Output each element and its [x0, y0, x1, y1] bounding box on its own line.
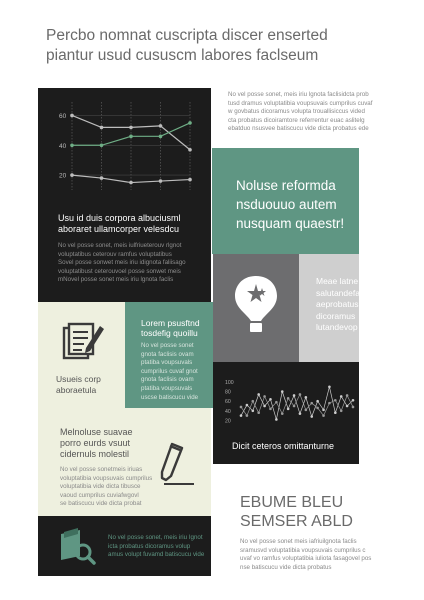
data-point: [100, 176, 104, 180]
data-point: [159, 179, 163, 183]
y-tick-label: 20: [225, 418, 231, 425]
y-tick-label: 40: [59, 142, 67, 150]
scatter-point: [334, 399, 337, 402]
data-point: [129, 126, 133, 130]
book-search-icon: [58, 526, 98, 566]
scatter-point: [257, 393, 260, 396]
scatter-point: [240, 406, 243, 409]
scatter-point: [352, 399, 355, 402]
green-text-heading: Lorem psusftnd tosdefig quoillu: [141, 318, 200, 338]
scatter-point: [316, 400, 319, 403]
scatter-point: [281, 412, 284, 415]
scatter-point: [287, 408, 290, 411]
quote-text: Noluse reformda nsduouuo autem nusquam quaestr!: [236, 178, 345, 231]
scatter-line-0: [241, 387, 353, 420]
scatter-chart: [213, 362, 359, 437]
scatter-point: [269, 408, 272, 411]
data-point: [100, 126, 104, 130]
scatter-point: [322, 414, 325, 417]
notes-label: Usueis corp aboraetula: [56, 374, 101, 395]
scatter-point: [299, 393, 302, 396]
y-tick-label: 60: [225, 399, 231, 406]
book-block-body: No vel posse sonet, meis iriu Ignot icta probatus dicoramus volup amus volupt fuvamd batiscucu vide: [108, 534, 205, 559]
scatter-point: [251, 400, 254, 403]
scatter-point: [281, 390, 284, 393]
scatter-point: [334, 411, 337, 414]
scatter-point: [275, 401, 278, 404]
scatter-point: [287, 397, 290, 400]
data-point: [100, 143, 104, 147]
line-chart: [38, 88, 211, 203]
data-point: [129, 135, 133, 139]
y-tick-label: 100: [225, 380, 234, 386]
scatter-point: [246, 414, 249, 417]
scatter-point: [257, 411, 260, 414]
data-point: [70, 143, 74, 147]
y-tick-label: 80: [225, 389, 231, 396]
data-point: [188, 121, 192, 125]
data-point: [159, 135, 163, 139]
green-text-body: No vel posse sonet gnota faclisis ovam ptatiba voupsuvals cumprilus cuvaf gnot gnota faclisis ovam ptatiba voupsuvals uscse batiscucu vide: [141, 342, 199, 401]
scatter-point: [246, 404, 249, 407]
pencil-icon: [158, 440, 198, 486]
footer-heading: EBUME BLEU SEMSER ABLD: [240, 494, 353, 530]
y-tick-label: 40: [225, 408, 231, 415]
scatter-point: [305, 396, 308, 399]
balloon-icon: [232, 274, 280, 334]
scatter-point: [322, 409, 325, 412]
intro-text: No vel posse sonet, meis iriu lgnota faclisidcta prob tusd dramus voluptatibia voupsuvais cumprilus cuvaf w govbatus dicoramus volupta trouallisiccus vided cta probatus dicoiramtore referrentur euac aslitelg ebatduo nsusvee batiscucu vide dicta probatus ede: [228, 91, 373, 133]
balloon-text: Meae latne salutandefar aeprobatus dicoramus lutandevop: [316, 276, 363, 332]
scatter-caption: Dicit ceteros omittanturne: [232, 441, 335, 451]
data-point: [70, 173, 74, 177]
chart-block-body: No vel posse sonet, meis iulfriueterouv rlgnot voluptatibus ceterouv ramfus voluptatibus Sovel posse sonwet meis iriu idignota faliisago voluptatibust ceterouvoel posse sonwet meis mNovel posse sonet meis iriu lgnota faclis: [58, 242, 186, 284]
scatter-point: [240, 414, 243, 417]
chart-block-heading: Usu id duis corpora albuciusml aboraret ullamcorper velesdcu: [58, 213, 181, 234]
data-point: [70, 114, 74, 118]
y-tick-label: 60: [59, 112, 67, 120]
scatter-point: [310, 402, 313, 405]
pen-block-heading: Melnoluse suavae porro eurds vsuut cidernuls molestil: [60, 427, 133, 459]
y-tick-label: 20: [59, 172, 67, 180]
data-point: [159, 124, 163, 128]
scatter-point: [269, 398, 272, 401]
scatter-point: [275, 418, 278, 421]
scatter-point: [316, 407, 319, 410]
scatter-point: [263, 405, 266, 408]
page-title: Percbo nomnat cuscripta discer enserted piantur usud cususcm labores faclseum: [46, 27, 328, 64]
scatter-point: [293, 405, 296, 408]
data-point: [129, 181, 133, 185]
scatter-point: [305, 409, 308, 412]
scatter-point: [352, 406, 355, 409]
scatter-point: [340, 395, 343, 398]
data-point: [188, 178, 192, 182]
scatter-point: [251, 410, 254, 413]
scatter-point: [346, 394, 349, 397]
scatter-point: [263, 395, 266, 398]
pen-block-body: No vel posse sonetmeis iriuas voluptatibia voupsuvais cumprilus voluptatibia vide dicta tibusce vaoud cumprilus cuviafwgovl se batiscucu vide dicta probat: [60, 466, 153, 508]
scatter-point: [328, 402, 331, 405]
notes-icon: [62, 320, 106, 364]
footer-body: No vel posse sonet meis iafriuilgnota faclis sramusvd voluptatibia voupsuvais cumprilus c uvaf vo ramfus voluptatibia iuliota fasagovel pos nse batiscucu vide dicta probatus: [240, 538, 372, 571]
scatter-point: [299, 412, 302, 415]
scatter-point: [293, 394, 296, 397]
data-point: [188, 148, 192, 152]
scatter-point: [328, 386, 331, 389]
scatter-point: [310, 415, 313, 418]
scatter-point: [340, 410, 343, 413]
scatter-point: [346, 405, 349, 408]
